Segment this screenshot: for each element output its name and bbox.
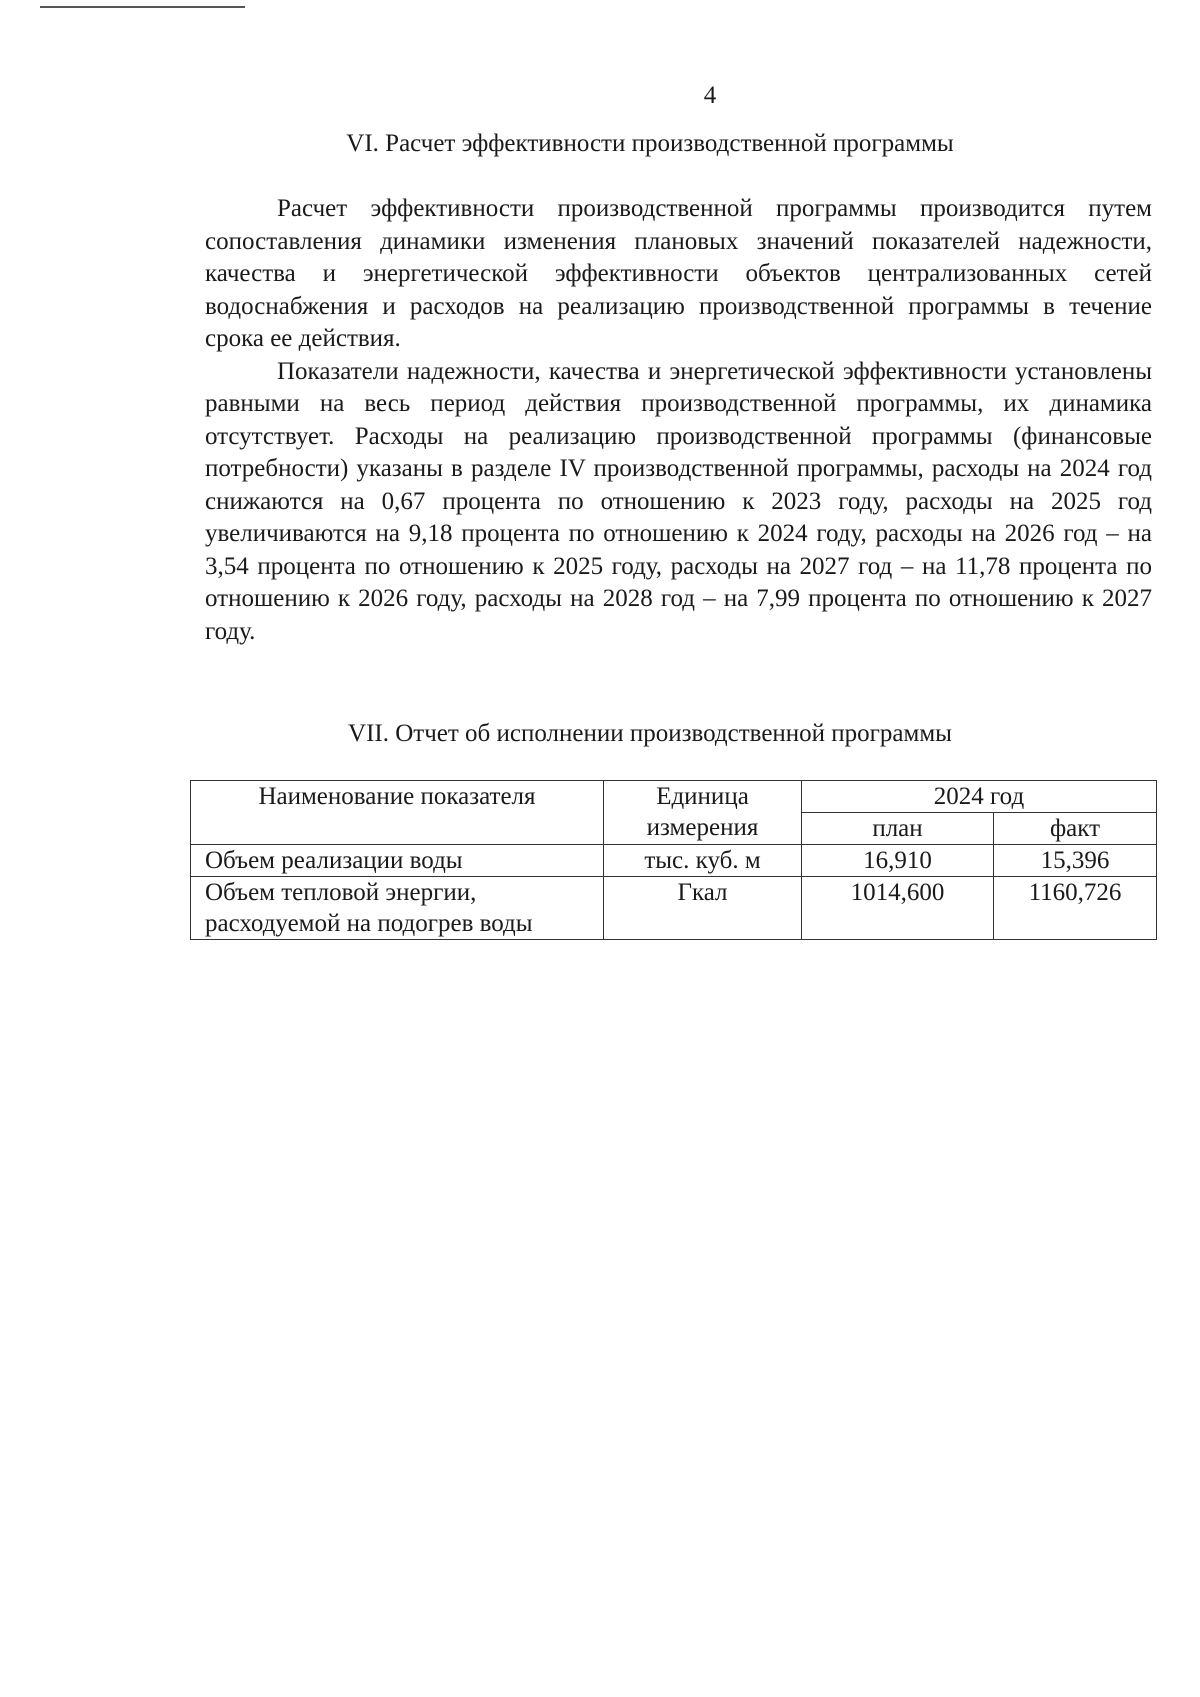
row-1-name-line1: Объем реализации воды [205,847,463,874]
table-header-row [191,781,1157,813]
table-row [191,877,1157,940]
paragraph-1: Расчет эффективности производственной программы производится путем сопоставления динамики изменения плановых значений показателей надежности, качества и энергетической эффективности объектов централизованных сетей водоснабжения и расходов на реализацию производственной программы в течение срока ее действия. [205,195,1152,352]
row-1-plan: 16,910 [802,845,994,877]
top-rule [40,6,245,8]
row-2-name-line2: расходуемой на подогрев воды [205,910,533,937]
report-table [190,780,1157,940]
paragraph-2: Показатели надежности, качества и энергетической эффективности установлены равными на весь период действия производственной программы, их динамика отсутствует. Расходы на реализацию производственной программы (финансовые потребности) указаны в разделе IV производственной программы, расходы на 2024 год снижаются на 0,67 процента по отношению к 2023 году, расходы на 2025 год увеличиваются на 9,18 процента по отношению к 2024 году, расходы на 2026 год – на 3,54 процента по отношению к 2025 году, расходы на 2027 год – на 11,78 процента по отношению к 2026 году, расходы на 2028 год – на 7,99 процента по отношению к 2027 году. [205,357,1152,645]
section-7-title: VII. Отчет об исполнении производственной программы [348,720,952,747]
row-2-unit: Гкал [604,877,802,940]
row-2-name [191,877,604,940]
header-plan: план [802,813,994,845]
row-1-fact: 15,396 [994,845,1157,877]
header-fact: факт [994,813,1157,845]
header-unit-line1: Единица [656,783,749,810]
row-1-name [191,845,604,877]
header-year: 2024 год [802,781,1157,813]
section-6-title: VI. Расчет эффективности производственной программы [346,130,954,157]
header-name: Наименование показателя [191,781,604,845]
row-2-fact: 1160,726 [994,877,1157,940]
header-unit-line2: измерения [646,814,759,841]
page-number: 4 [703,82,717,109]
header-unit [604,781,802,845]
row-1-unit: тыс. куб. м [604,845,802,877]
row-2-plan: 1014,600 [802,877,994,940]
row-2-name-line1: Объем тепловой энергии, [205,879,477,906]
table-row [191,845,1157,877]
section-6-body [205,193,1152,648]
